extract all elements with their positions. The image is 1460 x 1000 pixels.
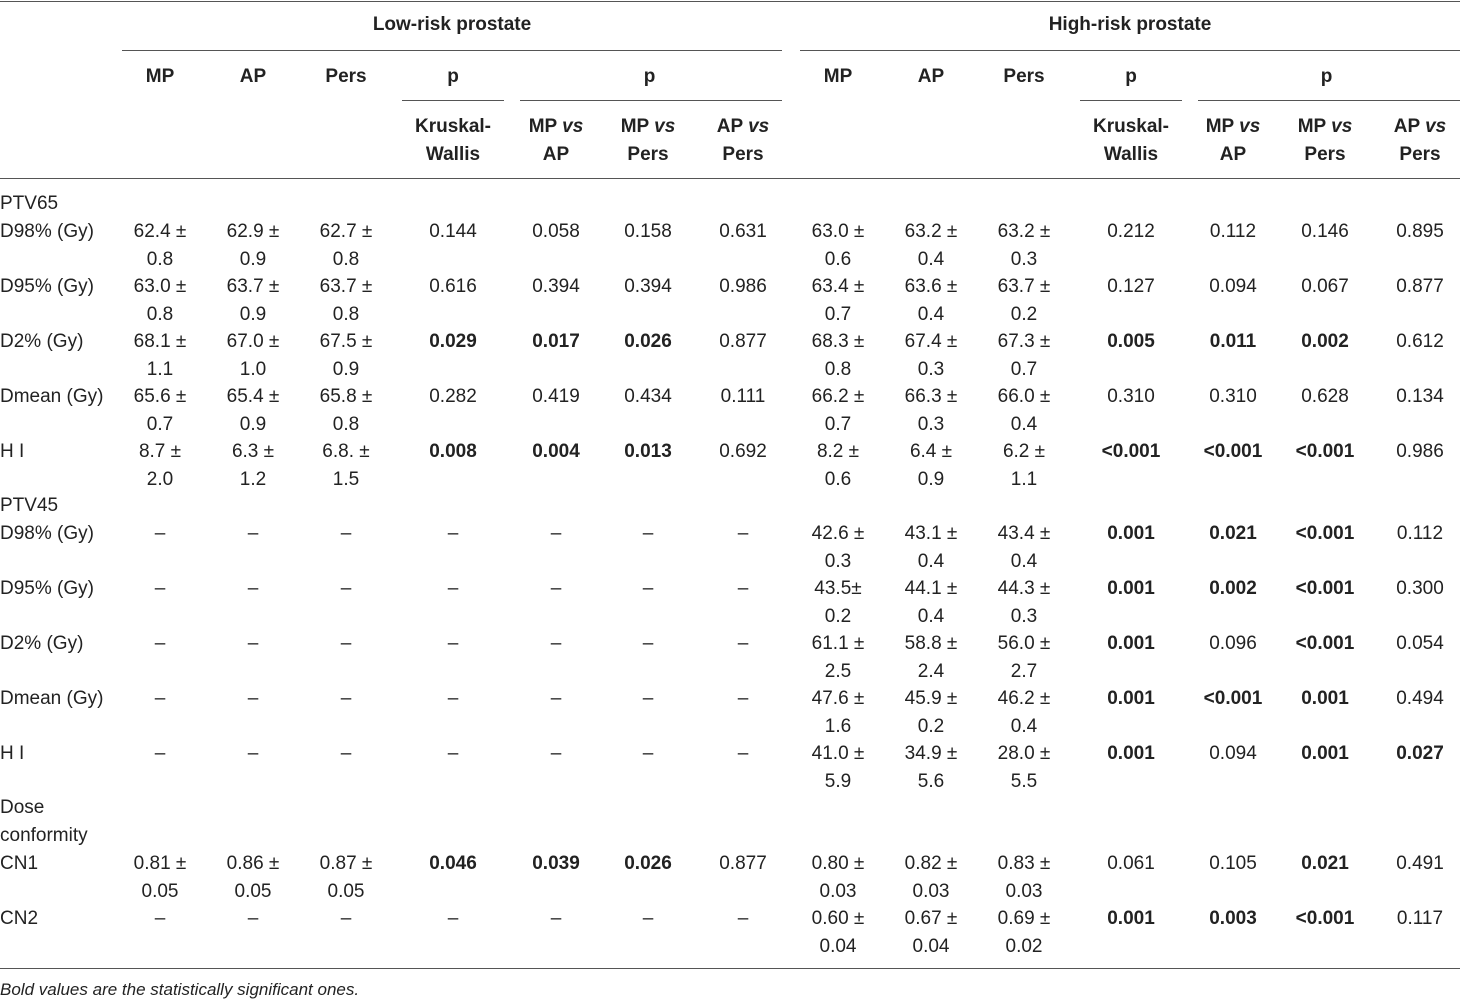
row-label: H I: [0, 441, 25, 462]
header-high-pers: Pers: [1003, 66, 1045, 87]
table-cell: 0.80 ± 0.03: [811, 853, 865, 902]
table-cell: –: [642, 523, 654, 544]
table-cell: –: [247, 688, 259, 709]
bottom-rule: [0, 968, 1460, 969]
group-header-high-risk: High-risk prostate: [1048, 14, 1212, 35]
table-cell: –: [737, 908, 749, 929]
table-cell: 0.013: [624, 441, 672, 462]
table-cell: 63.2 ± 0.3: [997, 221, 1051, 270]
table-cell: 6.3 ± 1.2: [231, 441, 275, 490]
table-cell: 0.494: [1396, 688, 1444, 709]
table-cell: 0.111: [720, 386, 766, 407]
table-cell: 0.69 ± 0.02: [997, 908, 1051, 957]
table-cell: <0.001: [1295, 578, 1355, 599]
table-cell: 0.612: [1396, 331, 1444, 352]
table-cell: 28.0 ± 5.5: [997, 743, 1051, 792]
table-cell: –: [447, 743, 459, 764]
header-low-mp-vs-ap: MP vs AP: [528, 116, 584, 165]
table-cell: –: [737, 633, 749, 654]
table-cell: 0.029: [429, 331, 477, 352]
section-label-0: PTV65: [0, 193, 59, 214]
row-label: CN2: [0, 908, 39, 929]
table-cell: 0.282: [429, 386, 477, 407]
table-cell: 0.877: [1396, 276, 1444, 297]
table-cell: 0.144: [429, 221, 477, 242]
table-cell: 66.2 ± 0.7: [811, 386, 865, 435]
table-cell: 0.60 ± 0.04: [811, 908, 865, 957]
table-cell: 8.7 ± 2.0: [138, 441, 182, 490]
table-cell: 0.054: [1396, 633, 1444, 654]
table-cell: 0.434: [624, 386, 672, 407]
table-cell: 62.9 ± 0.9: [226, 221, 280, 270]
table-cell: 44.3 ± 0.3: [997, 578, 1051, 627]
row-label: Dmean (Gy): [0, 386, 104, 407]
table-cell: –: [340, 523, 352, 544]
table-cell: 0.310: [1107, 386, 1155, 407]
table-cell: 0.058: [532, 221, 580, 242]
table-cell: 0.146: [1301, 221, 1349, 242]
table-cell: –: [550, 908, 562, 929]
table-cell: 67.5 ± 0.9: [319, 331, 373, 380]
table-cell: 43.4 ± 0.4: [997, 523, 1051, 572]
table-cell: 0.895: [1396, 221, 1444, 242]
table-cell: 65.8 ± 0.8: [319, 386, 373, 435]
table-cell: 0.81 ± 0.05: [133, 853, 187, 902]
table-cell: –: [737, 578, 749, 599]
table-cell: 63.0 ± 0.8: [133, 276, 187, 325]
table-cell: 65.6 ± 0.7: [133, 386, 187, 435]
table-cell: <0.001: [1203, 688, 1263, 709]
table-cell: 0.067: [1301, 276, 1349, 297]
header-low-pers: Pers: [325, 66, 367, 87]
group-header-low-risk: Low-risk prostate: [372, 14, 532, 35]
table-cell: 68.3 ± 0.8: [811, 331, 865, 380]
table-cell: 0.021: [1209, 523, 1257, 544]
table-cell: 0.002: [1301, 331, 1349, 352]
table-cell: –: [154, 578, 166, 599]
table-cell: 0.87 ± 0.05: [319, 853, 373, 902]
table-cell: 8.2 ± 0.6: [816, 441, 860, 490]
table-cell: –: [447, 633, 459, 654]
table-cell: –: [154, 743, 166, 764]
table-cell: 43.5± 0.2: [814, 578, 862, 627]
table-cell: 0.628: [1301, 386, 1349, 407]
table-cell: 0.001: [1301, 688, 1349, 709]
section-label-1: PTV45: [0, 495, 59, 516]
row-label: Dmean (Gy): [0, 688, 104, 709]
table-cell: 0.017: [532, 331, 580, 352]
table-cell: 67.0 ± 1.0: [226, 331, 280, 380]
row-label: CN1: [0, 853, 39, 874]
table-cell: 47.6 ± 1.6: [811, 688, 865, 737]
table-cell: –: [550, 633, 562, 654]
table-cell: 63.7 ± 0.9: [226, 276, 280, 325]
header-high-ap: AP: [917, 66, 945, 87]
table-cell: –: [247, 523, 259, 544]
table-cell: 63.0 ± 0.6: [811, 221, 865, 270]
table-cell: 43.1 ± 0.4: [904, 523, 958, 572]
table-cell: 0.096: [1209, 633, 1257, 654]
table-cell: 34.9 ± 5.6: [904, 743, 958, 792]
table-cell: –: [247, 743, 259, 764]
table-cell: 0.134: [1396, 386, 1444, 407]
row-label: D98% (Gy): [0, 523, 94, 544]
table-cell: 0.001: [1107, 688, 1155, 709]
table-cell: 0.105: [1209, 853, 1257, 874]
header-low-mp: MP: [145, 66, 175, 87]
table-cell: 0.011: [1209, 331, 1257, 352]
table-cell: 0.001: [1107, 743, 1155, 764]
table-cell: <0.001: [1295, 523, 1355, 544]
header-low-p-pairs: p: [643, 66, 656, 87]
table-cell: 0.026: [624, 853, 672, 874]
table-cell: 0.003: [1209, 908, 1257, 929]
table-cell: 0.419: [532, 386, 580, 407]
table-cell: –: [642, 908, 654, 929]
header-high-kruskal-wallis: Kruskal- Wallis: [1092, 116, 1170, 165]
table-cell: 0.127: [1107, 276, 1155, 297]
table-cell: 0.001: [1301, 743, 1349, 764]
header-high-mp-vs-ap: MP vs AP: [1205, 116, 1261, 165]
table-cell: 0.83 ± 0.03: [997, 853, 1051, 902]
p-rule-high-kw: [1080, 100, 1182, 101]
table-cell: 0.112: [1209, 221, 1257, 242]
p-rule-high-pairs: [1198, 100, 1460, 101]
table-cell: 0.394: [624, 276, 672, 297]
header-low-p-kw: p: [447, 66, 459, 87]
group-rule-low: [122, 50, 782, 51]
table-cell: 0.117: [1396, 908, 1444, 929]
table-cell: –: [550, 523, 562, 544]
table-cell: 66.3 ± 0.3: [904, 386, 958, 435]
header-high-mp-vs-pers: MP vs Pers: [1297, 116, 1353, 165]
table-cell: –: [642, 633, 654, 654]
table-cell: –: [550, 743, 562, 764]
table-cell: 0.001: [1107, 633, 1155, 654]
table-cell: 0.877: [719, 853, 767, 874]
table-cell: –: [154, 523, 166, 544]
header-low-mp-vs-pers: MP vs Pers: [620, 116, 676, 165]
section-label-2: Dose conformity: [0, 797, 88, 846]
header-high-mp: MP: [823, 66, 853, 87]
table-cell: 0.692: [719, 441, 767, 462]
table-cell: 0.001: [1107, 908, 1155, 929]
table-cell: 0.027: [1396, 743, 1444, 764]
table-cell: <0.001: [1295, 633, 1355, 654]
table-cell: 0.005: [1107, 331, 1155, 352]
row-label: D2% (Gy): [0, 633, 84, 654]
table-cell: 62.4 ± 0.8: [133, 221, 187, 270]
table-cell: 61.1 ± 2.5: [811, 633, 865, 682]
header-high-p-kw: p: [1125, 66, 1137, 87]
table-cell: 63.7 ± 0.2: [997, 276, 1051, 325]
table-cell: <0.001: [1203, 441, 1263, 462]
top-rule: [0, 1, 1460, 2]
table-cell: 63.6 ± 0.4: [904, 276, 958, 325]
table-cell: 0.094: [1209, 743, 1257, 764]
table-cell: 66.0 ± 0.4: [997, 386, 1051, 435]
table-cell: <0.001: [1295, 441, 1355, 462]
table-cell: 0.001: [1107, 523, 1155, 544]
table-cell: 0.046: [429, 853, 477, 874]
row-label: H I: [0, 743, 25, 764]
table-cell: –: [154, 633, 166, 654]
table-cell: 0.616: [429, 276, 477, 297]
table-cell: 56.0 ± 2.7: [997, 633, 1051, 682]
header-low-ap: AP: [239, 66, 267, 87]
table-cell: 0.394: [532, 276, 580, 297]
group-rule-high: [800, 50, 1460, 51]
table-cell: 0.877: [719, 331, 767, 352]
footnote: Bold values are the statistically significant ones.: [0, 980, 360, 999]
table-cell: 62.7 ± 0.8: [319, 221, 373, 270]
table-cell: 0.986: [1396, 441, 1444, 462]
p-rule-low-pairs: [520, 100, 782, 101]
table-cell: –: [247, 633, 259, 654]
table-cell: 0.491: [1396, 853, 1444, 874]
table-cell: 0.82 ± 0.03: [904, 853, 958, 902]
header-rule: [0, 178, 1460, 179]
table-cell: 45.9 ± 0.2: [904, 688, 958, 737]
table-cell: –: [154, 688, 166, 709]
table-cell: <0.001: [1295, 908, 1355, 929]
table-cell: –: [642, 578, 654, 599]
table-cell: 0.86 ± 0.05: [226, 853, 280, 902]
table-cell: 63.4 ± 0.7: [811, 276, 865, 325]
table-cell: 44.1 ± 0.4: [904, 578, 958, 627]
table-cell: 0.986: [719, 276, 767, 297]
table-cell: –: [340, 743, 352, 764]
table-cell: <0.001: [1101, 441, 1161, 462]
table-cell: –: [447, 908, 459, 929]
table-cell: –: [154, 908, 166, 929]
table-cell: 6.4 ± 0.9: [909, 441, 953, 490]
table-cell: 0.158: [624, 221, 672, 242]
table-cell: –: [737, 688, 749, 709]
table-cell: 6.8. ± 1.5: [322, 441, 370, 490]
table-cell: 6.2 ± 1.1: [1002, 441, 1046, 490]
table-cell: –: [247, 908, 259, 929]
table-cell: 63.2 ± 0.4: [904, 221, 958, 270]
table-cell: 41.0 ± 5.9: [811, 743, 865, 792]
table-cell: –: [340, 578, 352, 599]
row-label: D2% (Gy): [0, 331, 84, 352]
table-cell: 0.001: [1107, 578, 1155, 599]
table-cell: –: [247, 578, 259, 599]
table-cell: 0.310: [1209, 386, 1257, 407]
header-high-ap-vs-pers: AP vs Pers: [1393, 116, 1447, 165]
p-rule-low-kw: [402, 100, 504, 101]
header-low-ap-vs-pers: AP vs Pers: [716, 116, 770, 165]
table-cell: 67.4 ± 0.3: [904, 331, 958, 380]
table-cell: –: [340, 908, 352, 929]
table-cell: 0.008: [429, 441, 477, 462]
table-cell: 0.004: [532, 441, 580, 462]
table-cell: 0.67 ± 0.04: [904, 908, 958, 957]
header-high-p-pairs: p: [1320, 66, 1333, 87]
table-cell: –: [340, 633, 352, 654]
row-label: D95% (Gy): [0, 578, 94, 599]
table-cell: 58.8 ± 2.4: [904, 633, 958, 682]
table-cell: –: [550, 578, 562, 599]
table-cell: 0.021: [1301, 853, 1349, 874]
table-cell: 63.7 ± 0.8: [319, 276, 373, 325]
table-cell: 42.6 ± 0.3: [811, 523, 865, 572]
header-low-kruskal-wallis: Kruskal- Wallis: [414, 116, 492, 165]
row-label: D98% (Gy): [0, 221, 94, 242]
table-cell: 0.300: [1396, 578, 1444, 599]
table-cell: –: [447, 578, 459, 599]
table-cell: 0.039: [532, 853, 580, 874]
table-cell: 0.094: [1209, 276, 1257, 297]
table-cell: 0.026: [624, 331, 672, 352]
table-cell: –: [642, 688, 654, 709]
table-cell: 0.061: [1107, 853, 1155, 874]
table-cell: 0.631: [719, 221, 767, 242]
table-cell: –: [642, 743, 654, 764]
table-cell: –: [737, 523, 749, 544]
table-cell: –: [340, 688, 352, 709]
table-cell: –: [737, 743, 749, 764]
row-label: D95% (Gy): [0, 276, 94, 297]
table-cell: 46.2 ± 0.4: [997, 688, 1051, 737]
table-cell: 68.1 ± 1.1: [133, 331, 187, 380]
table-cell: 0.112: [1396, 523, 1444, 544]
table-cell: 67.3 ± 0.7: [997, 331, 1051, 380]
table-cell: –: [447, 688, 459, 709]
table-cell: –: [550, 688, 562, 709]
table-cell: 65.4 ± 0.9: [226, 386, 280, 435]
table-cell: 0.002: [1209, 578, 1257, 599]
table-cell: 0.212: [1107, 221, 1155, 242]
table-cell: –: [447, 523, 459, 544]
